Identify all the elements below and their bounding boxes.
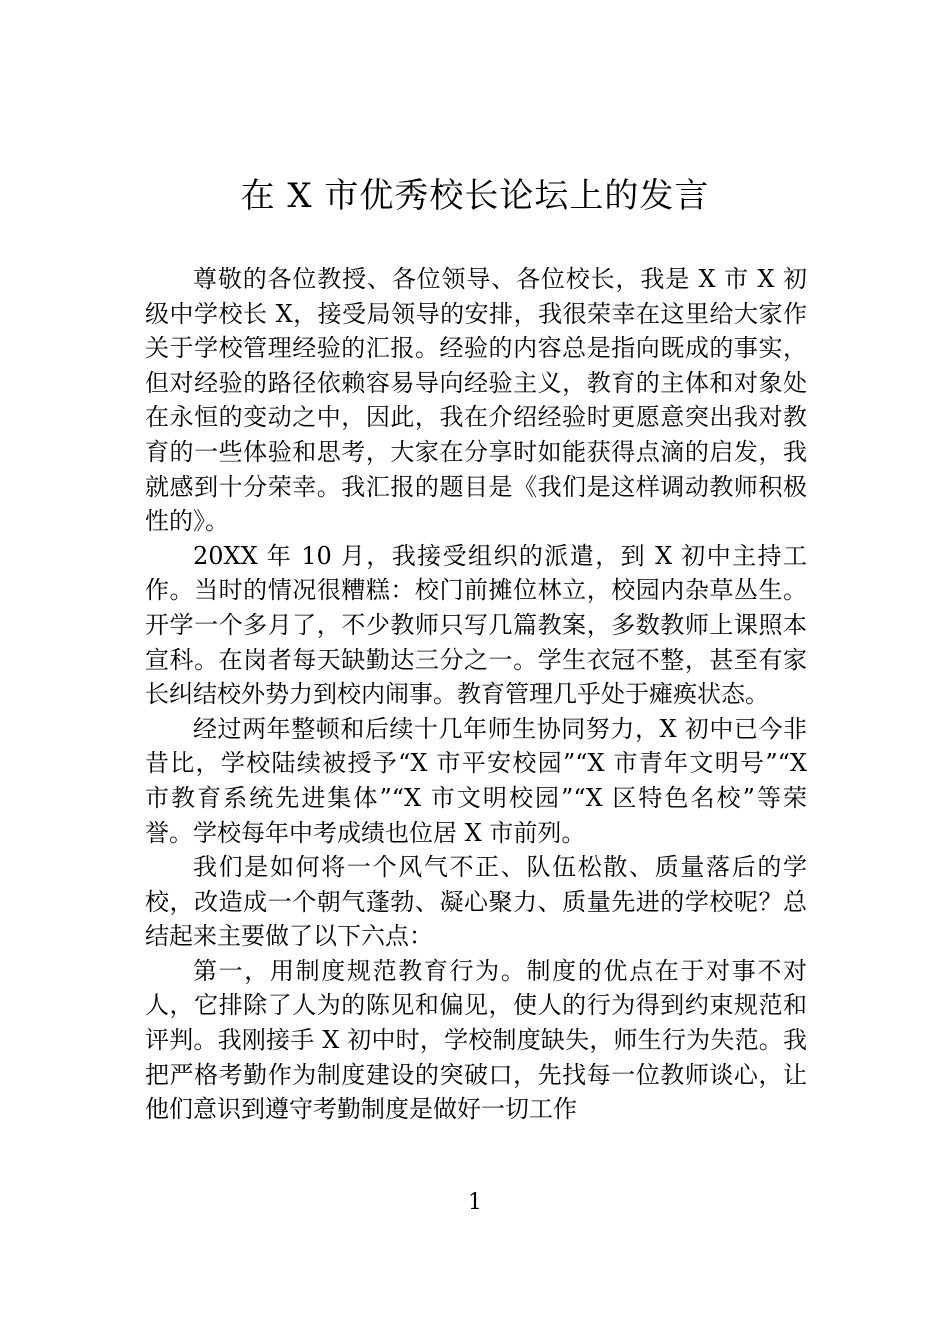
paragraph-greeting: 尊敬的各位教授、各位领导、各位校长，我是 X 市 X 初级中学校长 X，接受局领导的安排，我很荣幸在这里给大家作关于学校管理经验的汇报。经验的内容总是指向既成的事实，但对经验的路径依赖容易导向经验主义，教育的主体和对象处在永恒的变动之中，因此，我在介绍经验时更愿意突出我对教育的一些体验和思考，大家在分享时如能获得点滴的启发，我就感到十分荣幸。我汇报的题目是《我们是这样调动教师积极性的》。: [145, 265, 807, 536]
document-title: 在 X 市优秀校长论坛上的发言: [240, 176, 710, 216]
paragraph-question: 我们是如何将一个风气不正、队伍松散、质量落后的学校，改造成一个朝气蓬勃、凝心聚力、质量先进的学校呢？总结起来主要做了以下六点：: [145, 853, 807, 951]
page-number: 1: [468, 1190, 482, 1215]
paragraph-achievements: 经过两年整顿和后续十几年师生协同努力，X 初中已今非昔比，学校陆续被授予“X 市平安校园”“X 市青年文明号”“X 市教育系统先进集体”“X 市文明校园”“X 区特色名校”等荣誉。学校每年中考成绩也位居 X 市前列。: [145, 714, 807, 847]
paragraph-background: 20XX 年 10 月，我接受组织的派遣，到 X 初中主持工作。当时的情况很糟糕：校门前摊位林立，校园内杂草丛生。开学一个多月了，不少教师只写几篇教案，多数教师上课照本宣科。在岗者每天缺勤达三分之一。学生衣冠不整，甚至有家长纠结校外势力到校内闹事。教育管理几乎处于瘫痪状态。: [145, 541, 807, 709]
paragraph-point-one: 第一，用制度规范教育行为。制度的优点在于对事不对人，它排除了人为的陈见和偏见，使人的行为得到约束规范和评判。我刚接手 X 初中时，学校制度缺失，师生行为失范。我把严格考勤作为制度建设的突破口，先找每一位教师谈心，让他们意识到遵守考勤制度是做好一切工作: [145, 956, 807, 1124]
document-body: [145, 262, 807, 1127]
